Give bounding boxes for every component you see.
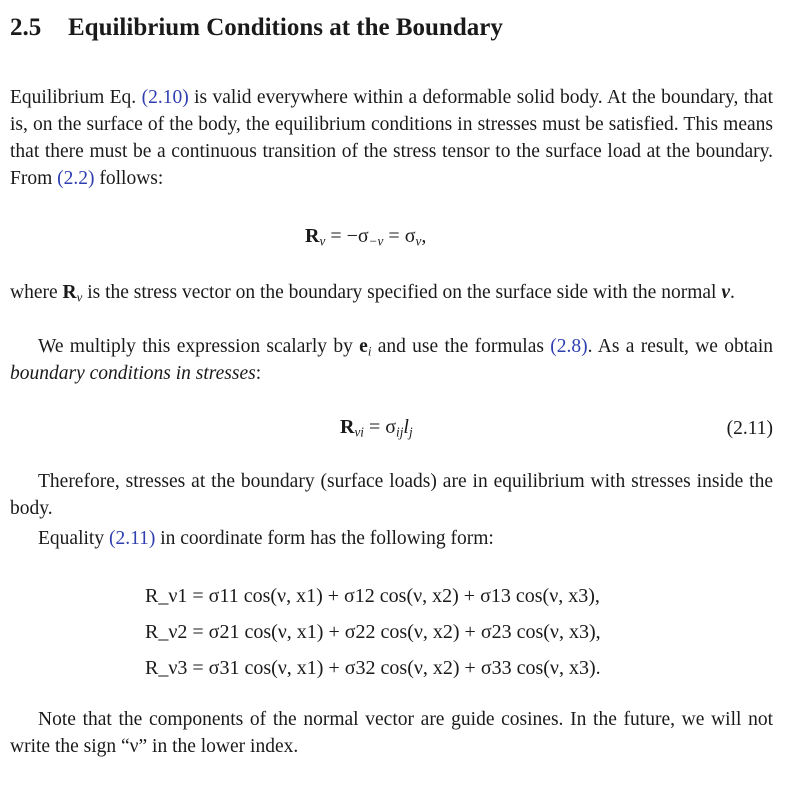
paragraph-multiply <box>10 333 773 387</box>
equation-system <box>145 578 601 686</box>
section-number: 2.5 <box>10 14 42 41</box>
text: in coordinate form has the following form: <box>155 528 494 549</box>
equation-line-3: R_ν3 = σ31 cos(ν, x1) + σ32 cos(ν, x2) + σ33 cos(ν, x3). <box>145 657 601 679</box>
subscript: ν <box>76 290 83 305</box>
text: . As a result, we obtain <box>587 336 773 357</box>
eq-subscript: ij <box>396 424 404 440</box>
eq-symbol-R: R <box>340 416 355 438</box>
text: where <box>10 282 63 303</box>
equation-line-1: R_ν1 = σ11 cos(ν, x1) + σ12 cos(ν, x2) + σ13 cos(ν, x3), <box>145 585 600 607</box>
eq-subscript: j <box>408 424 413 440</box>
text: Equilibrium Eq. <box>10 87 142 108</box>
eq-symbol-R: R <box>305 225 320 247</box>
eq-subscript: νi <box>354 424 364 440</box>
paragraph-intro <box>10 84 773 192</box>
text: and use the formulas <box>371 336 551 357</box>
text: Equality <box>38 528 109 549</box>
section-title: Equilibrium Conditions at the Boundary <box>68 14 503 41</box>
text: is the stress vector on the boundary specified on the surface side with the normal <box>82 282 722 303</box>
equation-boundary-conditions <box>340 416 413 439</box>
eq-text: = −σ <box>325 225 369 247</box>
text: is valid everywhere within a deformable solid body. At the boundary, that is, on the surface of the body, the equilibrium conditions in stresses must be satisfied. This means that there must be a continuous transition of the stress tensor to the surface load at the boundary. From <box>10 87 774 189</box>
eq-text: = σ <box>383 225 416 247</box>
text: We multiply this expression scalarly by <box>38 336 360 357</box>
eq-text: = σ <box>363 416 397 438</box>
equation-line-2: R_ν2 = σ21 cos(ν, x1) + σ22 cos(ν, x2) + σ23 cos(ν, x3), <box>145 621 601 643</box>
text: follows: <box>94 168 164 189</box>
text: : <box>255 363 262 384</box>
equation-number: (2.11) <box>726 418 773 439</box>
equation-link-2-8[interactable]: (2.8) <box>550 336 588 357</box>
eq-text: , <box>421 225 427 247</box>
equation-stress-vector <box>305 225 426 248</box>
symbol-nu: ν <box>721 282 730 303</box>
subscript: i <box>367 344 372 359</box>
text: . <box>729 282 735 303</box>
symbol-R: R <box>62 282 77 303</box>
eq-subscript: ν <box>415 233 422 249</box>
equation-row-2-11 <box>10 416 773 446</box>
paragraph-therefore: Therefore, stresses at the boundary (surface loads) are in equilibrium with stresses inside the body. <box>10 471 773 519</box>
equation-link-2-10[interactable]: (2.10) <box>141 87 189 108</box>
paragraph-where <box>10 279 773 306</box>
section-heading <box>10 14 503 42</box>
paragraph-equality <box>10 525 773 552</box>
equation-link-2-2[interactable]: (2.2) <box>57 168 95 189</box>
eq-subscript: −ν <box>368 233 384 249</box>
paragraph-note: Note that the components of the normal vector are guide cosines. In the future, we will not write the sign “ν” in the lower index. <box>10 709 773 757</box>
eq-symbol-l: l <box>403 416 409 438</box>
symbol-e: e <box>359 336 368 357</box>
italic-term: boundary conditions in stresses <box>10 363 256 384</box>
eq-subscript: ν <box>319 233 326 249</box>
equation-link-2-11[interactable]: (2.11) <box>108 528 156 549</box>
